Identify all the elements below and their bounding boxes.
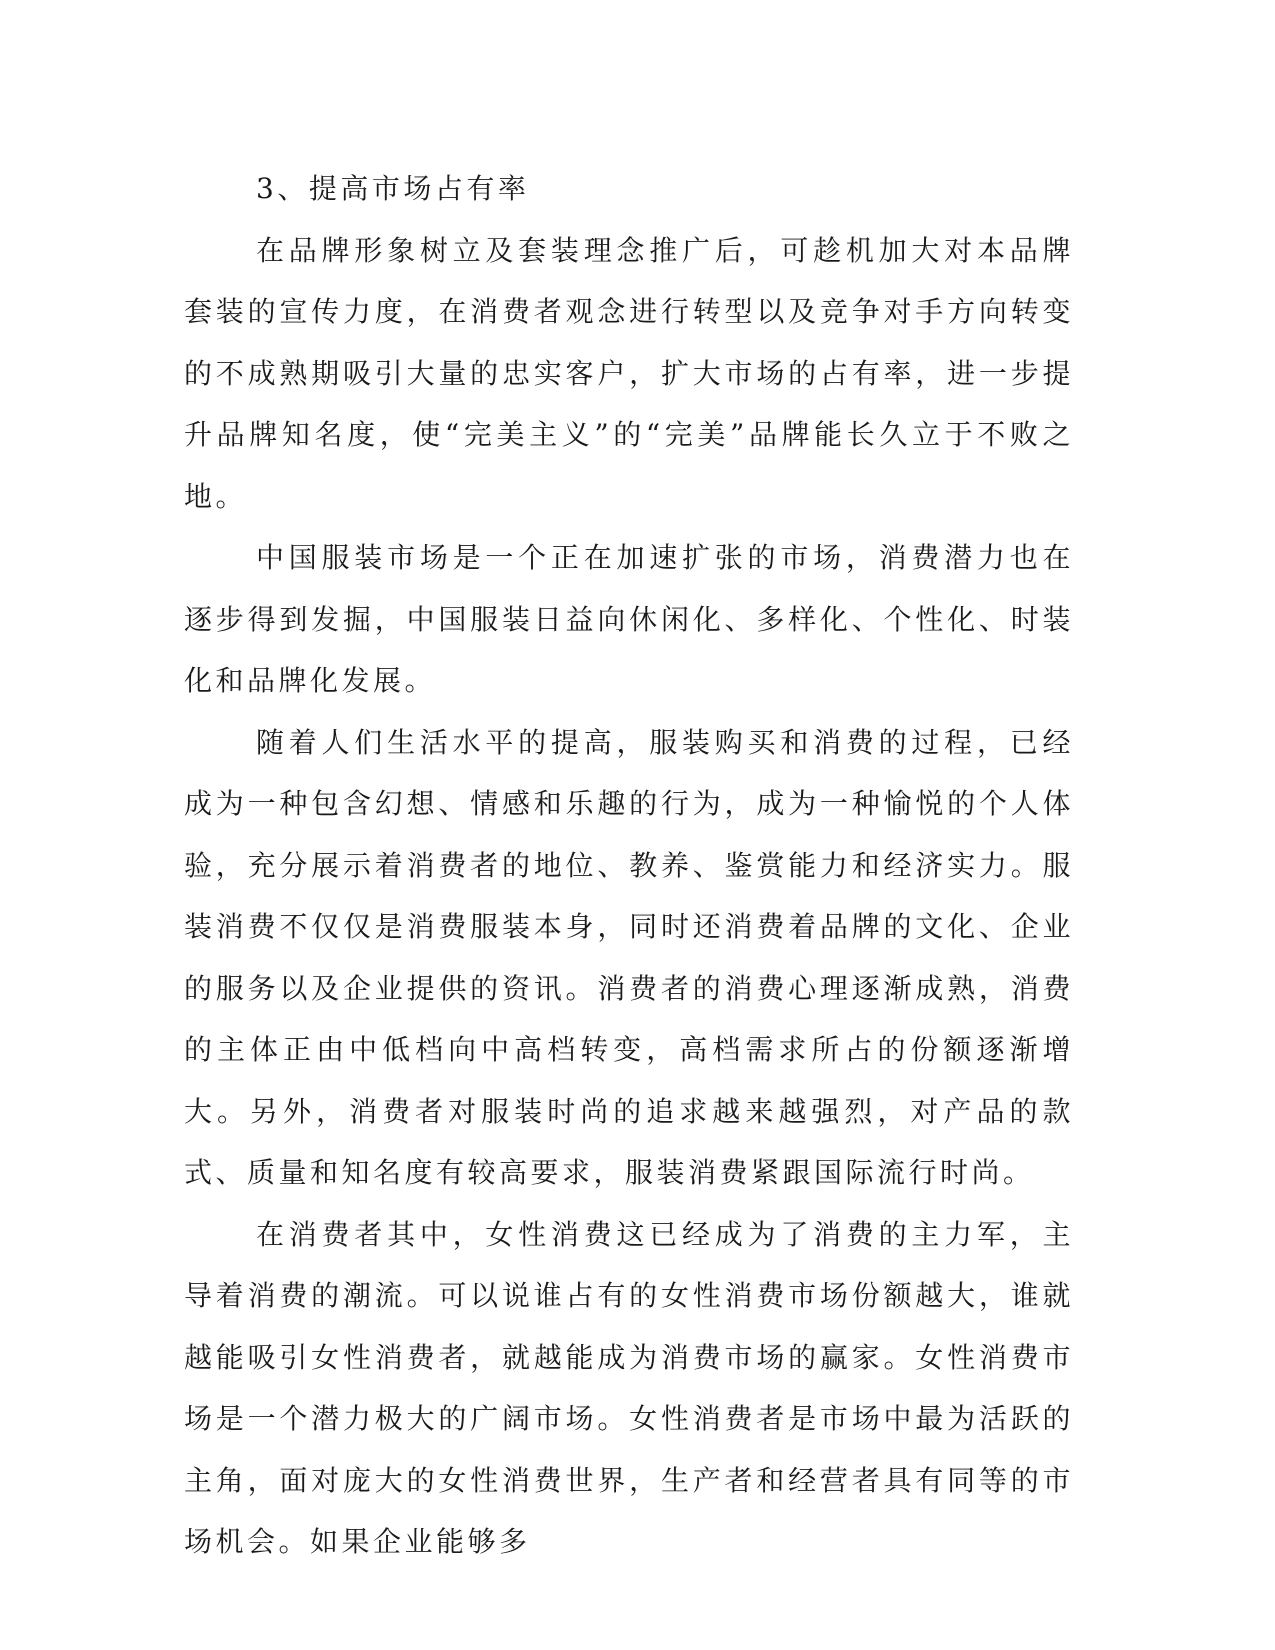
paragraph-china-apparel-market: 中国服装市场是一个正在加速扩张的市场，消费潜力也在逐步得到发掘，中国服装日益向休闲化、多样化、个性化、时装化和品牌化发展。 — [184, 541, 1074, 697]
document-page — [184, 158, 1074, 1573]
paragraph-female-consumers: 在消费者其中，女性消费这已经成为了消费的主力军，主导着消费的潮流。可以说谁占有的女性消费市场份额越大，谁就越能吸引女性消费者，就越能成为消费市场的赢家。女性消费市场是一个潜力极大的广阔市场。女性消费者是市场中最为活跃的主角，面对庞大的女性消费世界，生产者和经营者具有同等的市场机会。如果企业能够多 — [184, 1217, 1074, 1558]
paragraph-consumer-experience: 随着人们生活水平的提高，服装购买和消费的过程，已经成为一种包含幻想、情感和乐趣的行为，成为一种愉悦的个人体验，充分展示着消费者的地位、教养、鉴赏能力和经济实力。服装消费不仅仅是消费服装本身，同时还消费着品牌的文化、企业的服务以及企业提供的资讯。消费者的消费心理逐渐成熟，消费的主体正由中低档向中高档转变，高档需求所占的份额逐渐增大。另外，消费者对服装时尚的追求越来越强烈，对产品的款式、质量和知名度有较高要求，服装消费紧跟国际流行时尚。 — [184, 725, 1074, 1189]
section-heading: 3、提高市场占有率 — [256, 172, 530, 205]
paragraph-market-share: 在品牌形象树立及套装理念推广后，可趁机加大对本品牌套装的宣传力度，在消费者观念进行转型以及竞争对手方向转变的不成熟期吸引大量的忠实客户，扩大市场的占有率，进一步提升品牌知名度，使“完美主义”的“完美”品牌能长久立于不败之地。 — [184, 233, 1074, 513]
